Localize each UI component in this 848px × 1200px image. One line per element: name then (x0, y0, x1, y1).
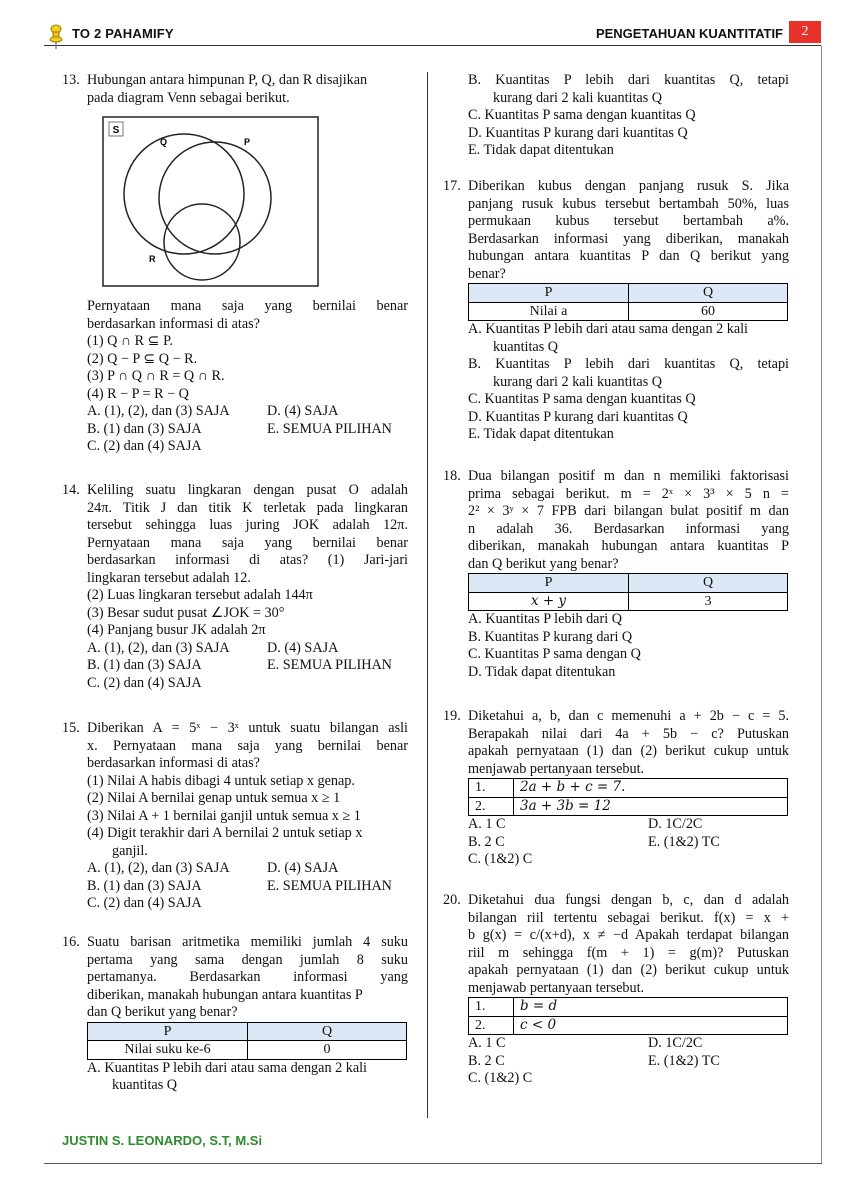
option-c: C. (1&2) C (468, 1070, 533, 1086)
option-e: E. (1&2) TC (648, 833, 720, 850)
option-a: A. 1 C (468, 816, 506, 832)
pushpin-icon (48, 24, 64, 50)
question-stem: Diberikan kubus dengan panjang rusuk S. Jika panjang rusuk kubus tersebut bertambah 50%, luas permukaan kubus tersebut bertambah a%. Berdasarkan informasi yang diberikan, manakah hubungan antara kuantitas P dan Q berikut yang benar? (468, 178, 789, 282)
question-number: 20. (443, 892, 461, 908)
option-a: A. (1), (2), dan (3) SAJA (87, 860, 230, 876)
option-c: C. (2) dan (4) SAJA (87, 438, 202, 454)
question-stem: Suatu barisan aritmetika memiliki jumlah 4 suku pertama yang sama dengan jumlah 8 suku pertamanya. Berdasarkan informasi yang diberikan, manakah hubungan antara kuantitas P dan Q berikut yang benar? (87, 934, 408, 1020)
question-number: 17. (443, 178, 461, 194)
statement-2: (2) Q − P ⊆ Q − R. (87, 350, 198, 367)
statement-table: 1. b = d 2. c < 0 (468, 997, 788, 1035)
column-divider (427, 72, 428, 1118)
statement-4: (4) R − P = R − Q (87, 385, 189, 402)
question-15 (62, 720, 408, 913)
question-stem: Keliling suatu lingkaran dengan pusat O adalah 24π. Titik J dan titik K terletak pada lingkaran tersebut sehingga luas juring JOK adalah 12π. Pernyataan mana saja yang bernilai benar berdasarkan informasi di atas? (1) Jari-jari lingkaran tersebut adalah 12. (2) Luas lingkaran tersebut adalah 144π (3) Besar sudut pusat ∠JOK = 30° (4) Panjang busur JK adalah 2π A. (1), (2), dan (3) SAJA D. (4) SAJA B. (1) dan (3) SAJA E. SEMUA PILIHAN C. (2) dan (4) SAJA (87, 482, 408, 691)
question-stem: Diketahui dua fungsi dengan b, c, dan d adalah bilangan riil tertentu sebagai berikut. f(x) = x + b g(x) = c/(x+d), x ≠ −d Apakah terdapat bilangan riil m sehingga f(m + 1) = g(m)? Putuskan apakah pernyataan (1) dan (2) berikut cukup untuk menjawab pertanyaan tersebut. (468, 892, 789, 996)
option-a: A. Kuantitas P lebih dari atau sama dengan 2 kali (468, 321, 748, 337)
option-e: E. SEMUA PILIHAN (267, 420, 392, 437)
statement-1: (1) Q ∩ R ⊆ P. (87, 333, 173, 349)
option-d: D. (4) SAJA (267, 860, 339, 876)
option-e: E. SEMUA PILIHAN (267, 877, 392, 894)
option-c: C. Kuantitas P sama dengan kuantitas Q (468, 107, 696, 123)
option-d: D. 1C/2C (648, 1035, 703, 1051)
statement-4: (4) Panjang busur JK adalah 2π (87, 622, 266, 638)
option-d: D. Tidak dapat ditentukan (468, 663, 616, 680)
question-stem: Diberikan A = 5ˣ − 3ˣ untuk suatu bilangan asli x. Pernyataan mana saja yang bernilai benar berdasarkan informasi di atas? (1) Nilai A habis dibagi 4 untuk setiap x genap. (2) Nilai A bernilai genap untuk semua x ≥ 1 (3) Nilai A + 1 bernilai ganjil untuk semua x ≥ 1 (4) Digit terakhir dari A bernilai 2 untuk setiap x ganjil. A. (1), (2), dan (3) SAJA D. (4) SAJA B. (1) dan (3) SAJA E. SEMUA PILIHAN C. (2) dan (4) SAJA (87, 720, 408, 911)
option-d: D. (4) SAJA (267, 403, 339, 419)
option-a: A. Kuantitas P lebih dari atau sama dengan 2 kali (87, 1059, 367, 1076)
question-16: 16. Suatu barisan aritmetika memiliki jumlah 4 suku pertama yang sama dengan jumlah 8 suku pertamanya. Berdasarkan informasi yang diberikan, manakah hubungan antara kuantitas P dan Q berikut yang benar? P Q Nilai suku ke-6 0 A. Kuantitas P lebih dari atau sama dengan 2 kali kuantitas Q (62, 934, 408, 1093)
option-e: E. Tidak dapat ditentukan (468, 426, 614, 442)
option-e: E. Tidak dapat ditentukan (468, 142, 614, 158)
option-c: C. Kuantitas P sama dengan Q (468, 646, 641, 662)
question-17: 17. Diberikan kubus dengan panjang rusuk S. Jika panjang rusuk kubus tersebut bertambah 50%, luas permukaan kubus tersebut bertambah a%. Berdasarkan informasi yang diberikan, manakah hubungan antara kuantitas P dan Q berikut yang benar? P Q Nilai a 60 A. Kuantitas P lebih dari atau sama dengan 2 kali kuantitas Q B. Kuantitas P lebih dari kuantitas Q, tetapi kurang dari 2 kali kuantitas Q C. Kuantitas P sama dengan kuantitas Q D. Kuantitas P kurang dari kuantitas Q E. Tidak dapat ditentukan (443, 178, 789, 442)
question-19 (443, 708, 789, 869)
question-18 (443, 468, 789, 681)
question-number: 18. (443, 468, 461, 484)
question-20 (443, 892, 789, 1088)
option-b: B. Kuantitas P lebih dari kuantitas Q, tetapi (468, 72, 789, 88)
option-c: C. (2) dan (4) SAJA (87, 674, 202, 691)
option-d: D. Kuantitas P kurang dari kuantitas Q (468, 408, 688, 425)
question-stem: Hubungan antara himpunan P, Q, dan R disajikan pada diagram Venn sebagai berikut. (87, 72, 368, 106)
option-a: A. 1 C (468, 1035, 506, 1051)
option-a: A. (1), (2), dan (3) SAJA (87, 639, 230, 656)
page-header (44, 22, 821, 46)
option-b: B. Kuantitas P lebih dari kuantitas Q, tetapi (468, 356, 789, 372)
option-e: E. (1&2) TC (648, 1052, 720, 1069)
option-e: E. SEMUA PILIHAN (267, 657, 392, 673)
option-b: B. (1) dan (3) SAJA (87, 877, 202, 894)
question-stem: Diketahui a, b, dan c memenuhi a + 2b − c = 5. Berapakah nilai dari 4a + 5b − c? Putuskan apakah pernyataan (1) dan (2) berikut cukup untuk menjawab pertanyaan tersebut. (468, 708, 789, 777)
option-d: D. Kuantitas P kurang dari kuantitas Q (468, 124, 688, 141)
statement-2: (2) Luas lingkaran tersebut adalah 144π (87, 587, 313, 603)
question-14 (62, 482, 408, 692)
page-frame-bottom (44, 1163, 822, 1164)
statement-3: (3) Nilai A + 1 bernilai ganjil untuk semua x ≥ 1 (87, 807, 361, 824)
venn-label-r: R (149, 254, 156, 264)
quantity-table: P Q Nilai suku ke-6 0 (87, 1022, 407, 1060)
option-b: B. (1) dan (3) SAJA (87, 657, 202, 673)
statement-1: 2a + b + c = 7. (514, 779, 788, 798)
subject-title: PENGETAHUAN KUANTITATIF (595, 26, 783, 41)
venn-diagram (102, 116, 320, 288)
statement-2: 3a + 3b = 12 (514, 797, 788, 816)
statement-4: (4) Digit terakhir dari A bernilai 2 untuk setiap x (87, 825, 363, 841)
option-b: B. Kuantitas P kurang dari Q (468, 628, 633, 645)
question-number: 13. (62, 72, 80, 88)
option-b: B. 2 C (468, 833, 505, 850)
option-d: D. (4) SAJA (267, 639, 339, 656)
exam-title: TO 2 PAHAMIFY (72, 26, 174, 41)
question-13: 13. Hubungan antara himpunan P, Q, dan R disajikan pada diagram Venn sebagai berikut. S Q P R Pernyataan mana saja yang bernilai benar berdasarkan informasi di atas? (1) Q ∩ R ⊆ P. (2) Q − P ⊆ Q − R. (3) P ∩ Q ∩ R = Q ∩ R. (4) R − P = R − Q A. (1), (2), dan (3) SAJA D. (4) SAJA B. (1) dan (3) SAJA E. SEMUA PILIHAN C. (2) dan (4) SAJA (62, 72, 408, 454)
question-number: 14. (62, 482, 80, 498)
option-b: B. (1) dan (3) SAJA (87, 420, 202, 437)
question-number: 15. (62, 720, 80, 736)
question-number: 16. (62, 934, 80, 950)
option-a: A. (1), (2), dan (3) SAJA (87, 403, 230, 419)
option-d: D. 1C/2C (648, 816, 703, 832)
quantity-table: P Q x + y 3 (468, 573, 788, 611)
statement-3: (3) Besar sudut pusat ∠JOK = 30° (87, 604, 285, 621)
page-frame-right (821, 46, 822, 1164)
statement-2: (2) Nilai A bernilai genap untuk semua x ≥ 1 (87, 790, 341, 806)
question-stem: Dua bilangan positif m dan n memiliki faktorisasi prima sebagai berikut. m = 2ˣ × 3³ × 5 n = 2² × 3ʸ × 7 FPB dari bilangan bulat positif m dan n adalah 36. Berdasarkan informasi yang diberikan, manakah hubungan antara kuantitas P dan Q berikut yang benar? (468, 468, 789, 572)
question-number: 19. (443, 708, 461, 724)
statement-1: b = d (514, 998, 788, 1017)
statement-1: (1) Nilai A habis dibagi 4 untuk setiap x genap. (87, 772, 355, 789)
option-b: B. 2 C (468, 1052, 505, 1069)
venn-label-p: P (244, 137, 251, 147)
option-c: C. (1&2) C (468, 851, 533, 867)
option-c: C. Kuantitas P sama dengan kuantitas Q (468, 391, 696, 407)
statement-3: (3) P ∩ Q ∩ R = Q ∩ R. (87, 368, 225, 384)
venn-label-q: Q (160, 137, 168, 147)
statement-2: c < 0 (514, 1016, 788, 1035)
question-16-continued: B. Kuantitas P lebih dari kuantitas Q, tetapi kurang dari 2 kali kuantitas Q C. Kuantitas P sama dengan kuantitas Q D. Kuantitas P kurang dari kuantitas Q E. Tidak dapat ditentukan (468, 72, 789, 158)
statement-table: 1. 2a + b + c = 7. 2. 3a + 3b = 12 (468, 778, 788, 816)
option-a: A. Kuantitas P lebih dari Q (468, 611, 622, 627)
author-footer: JUSTIN S. LEONARDO, S.T, M.Si (62, 1133, 263, 1148)
venn-label-s: S (112, 125, 120, 136)
quantity-table: P Q Nilai a 60 (468, 283, 788, 321)
page-number: 2 (789, 21, 821, 43)
option-c: C. (2) dan (4) SAJA (87, 895, 202, 911)
